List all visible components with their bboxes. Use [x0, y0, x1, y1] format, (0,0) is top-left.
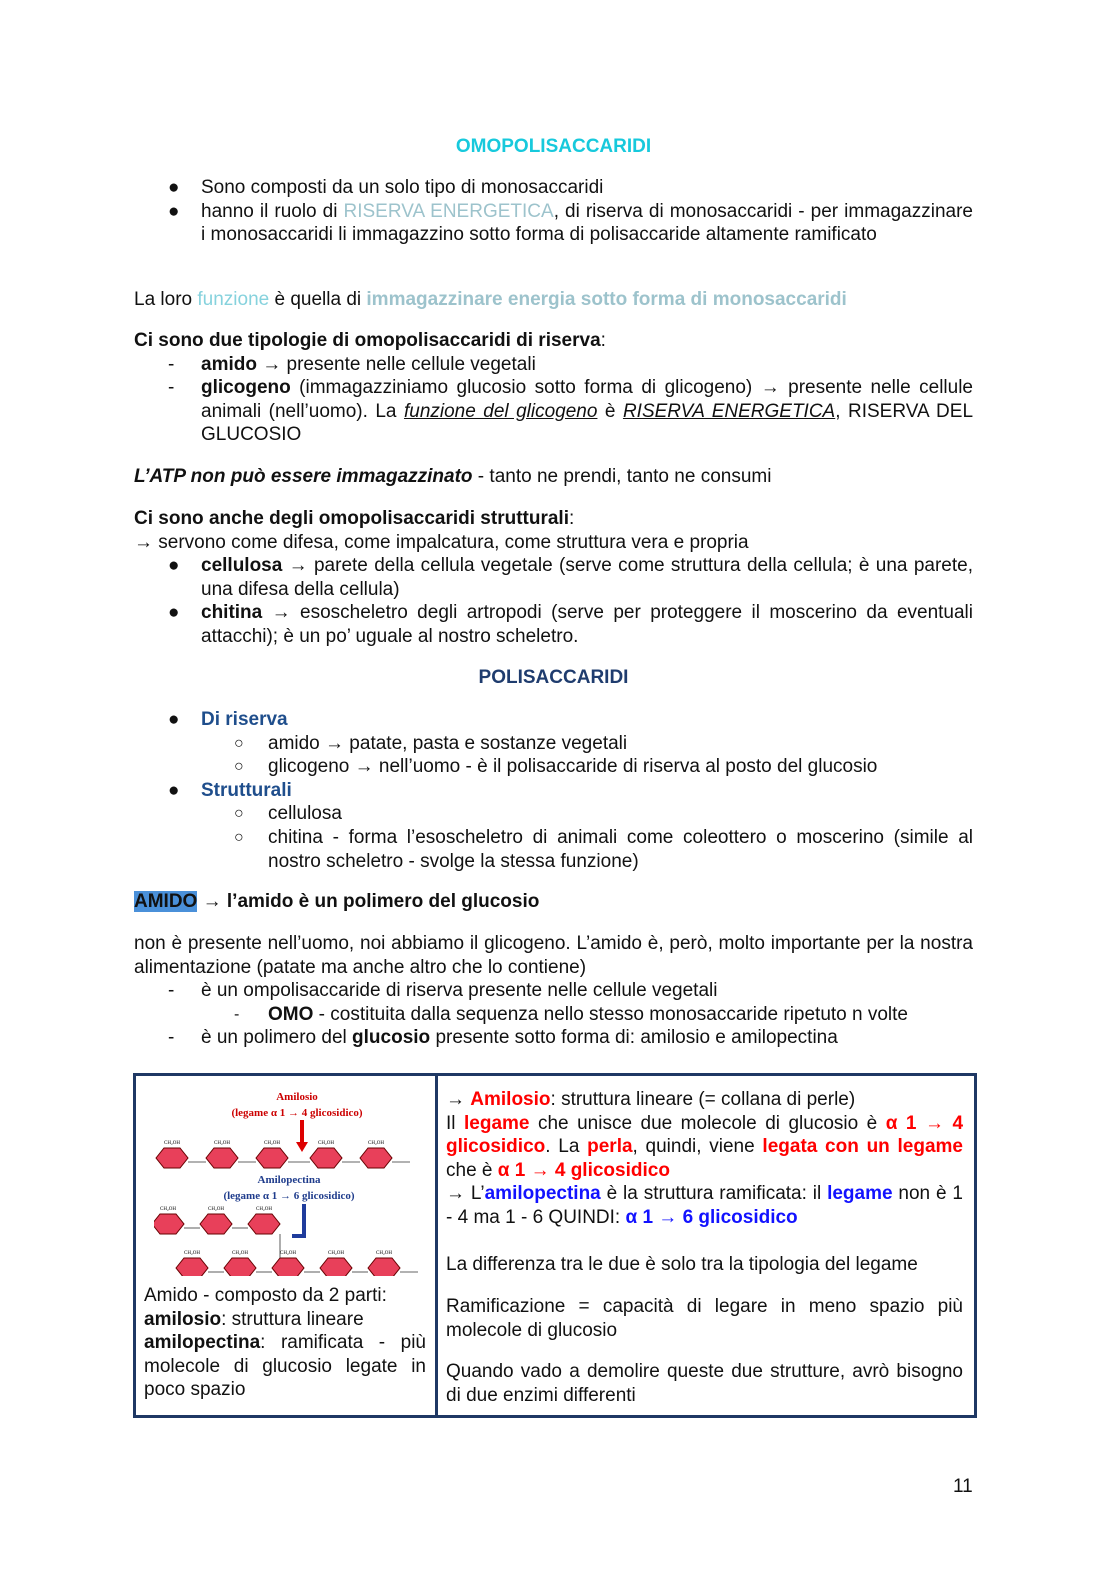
- glucose-ring-icon: [360, 1148, 392, 1168]
- dash-icon: -: [168, 980, 175, 1002]
- text: è un ompolisaccaride di riserva presente nelle cellule vegetali: [201, 980, 718, 1002]
- list-item: [134, 376, 973, 447]
- ch2oh-label: CH₂OH: [214, 1141, 230, 1146]
- list-item: [134, 176, 973, 200]
- term: chitina: [201, 602, 263, 624]
- omo-function: [134, 288, 973, 312]
- amido-heading: [134, 890, 973, 914]
- term: glicogeno: [201, 377, 291, 399]
- paragraph: Quando vado a demolire queste due strutture, avrò bisogno di due enzimi differenti: [446, 1361, 963, 1406]
- ch2oh-label: CH₂OH: [368, 1141, 384, 1146]
- text: che è: [446, 1159, 498, 1181]
- text: funzione del glicogeno: [403, 400, 598, 422]
- page-number: 11: [953, 1476, 973, 1497]
- term: legata con un legame: [762, 1136, 963, 1158]
- circle-bullet-icon: ○: [234, 805, 244, 823]
- paragraph: non è presente nell’uomo, noi abbiamo il glicogeno. L’amido è, però, molto importante per la nostra alimentazione (patate ma anche altro che lo contiene): [134, 933, 973, 978]
- text: , RISERVA DEL GLUCOSIO: [201, 400, 974, 446]
- list-item: [134, 779, 973, 803]
- text: non è 1 - 4 ma 1 - 6 QUINDI:: [446, 1183, 963, 1228]
- table-divider: [435, 1076, 438, 1415]
- ch2oh-label: CH₂OH: [232, 1251, 248, 1256]
- term: α 1 → 6 glicosidico: [625, 1206, 798, 1228]
- ch2oh-label: CH₂OH: [376, 1251, 392, 1256]
- text: presente sotto forma di: amilosio e amilopectina: [430, 1027, 838, 1049]
- list-item: [134, 826, 973, 873]
- text: L’ATP non può essere immagazzinato: [134, 466, 473, 487]
- text: :: [600, 330, 606, 351]
- glucose-ring-icon: [368, 1258, 400, 1276]
- text: : struttura lineare: [221, 1308, 364, 1330]
- text: , di riserva di monosaccaridi - per immagazzinare i monosaccaridi li immagazzino sotto forma di polisaccaride altamente ramificato: [201, 200, 973, 246]
- text: → l’amido è un polimero del glucosio: [197, 891, 540, 912]
- text: La loro: [134, 289, 198, 310]
- text: cellulosa: [268, 803, 342, 825]
- heading-polisaccaridi: POLISACCARIDI: [478, 667, 629, 688]
- glucose-ring-icon: [248, 1214, 280, 1234]
- term: perla: [587, 1136, 633, 1158]
- group-label: Di riserva: [201, 709, 288, 730]
- bullet-icon: ●: [168, 177, 180, 198]
- term: α 1 → 4 glicosidico: [497, 1159, 670, 1181]
- atp-note: [134, 465, 973, 489]
- text: è: [597, 400, 623, 422]
- text: glicogeno → nell’uomo - è il polisaccaride di riserva al posto del glucosio: [268, 756, 878, 778]
- circle-bullet-icon: ○: [234, 828, 244, 846]
- ch2oh-label: CH₂OH: [264, 1141, 280, 1146]
- ch2oh-label: CH₂OH: [184, 1251, 200, 1256]
- text: è un polimero del: [201, 1027, 353, 1049]
- text: - costituita dalla sequenza nello stesso monosaccaride ripetuto n volte: [313, 1003, 909, 1025]
- ch2oh-label: CH₂OH: [208, 1207, 224, 1212]
- bullet-icon: ●: [168, 779, 180, 801]
- omo-bullets: [134, 176, 973, 247]
- dash-icon: -: [168, 377, 175, 399]
- left-cell-text: [144, 1284, 426, 1402]
- text: →: [446, 1089, 471, 1110]
- riserva-section: [134, 329, 973, 447]
- right-cell-text: [446, 1088, 963, 1408]
- text: → parete della cellula vegetale (serve come struttura della cellula; è una parete, una difesa della cellula): [201, 555, 973, 600]
- list-item: [134, 200, 973, 247]
- text: : ramificata - più molecole di glucosio legate in poco spazio: [144, 1332, 426, 1401]
- text: amido → patate, pasta e sostanze vegetali: [268, 732, 628, 754]
- text: Amido - composto da 2 parti:: [144, 1285, 387, 1306]
- diagram-label-amilosio: Amilosio: [276, 1091, 318, 1103]
- heading-omopolisaccaridi: OMOPOLISACCARIDI: [455, 136, 652, 157]
- highlight-text: funzione: [197, 289, 270, 310]
- glucose-ring-icon: [156, 1148, 188, 1168]
- glucose-ring-icon: [310, 1148, 342, 1168]
- text: Sono composti da un solo tipo di monosaccaridi: [201, 177, 604, 198]
- glucose-ring-icon: [154, 1214, 184, 1234]
- bullet-icon: ●: [168, 200, 180, 222]
- text: → esoscheletro degli artropodi (serve per proteggere il moscerino da eventuali attacchi); è un po’ uguale al nostro scheletro.: [201, 602, 973, 647]
- glucose-ring-icon: [272, 1258, 304, 1276]
- term: OMO: [268, 1003, 314, 1025]
- paragraph: La differenza tra le due è solo tra la tipologia del legame: [446, 1253, 918, 1275]
- term: amilopectina: [144, 1332, 261, 1354]
- ch2oh-label: CH₂OH: [160, 1207, 176, 1212]
- term: amilopectina: [484, 1183, 601, 1205]
- ch2oh-label: CH₂OH: [280, 1251, 296, 1256]
- text: :: [568, 508, 575, 529]
- list-item: [134, 601, 973, 648]
- list-item: [134, 708, 973, 732]
- bullet-icon: ●: [168, 602, 180, 624]
- text: (immagazziniamo glucosio sotto forma di glicogeno) → presente nelle cellule animali (nell’uomo). La: [201, 377, 973, 422]
- term: cellulosa: [201, 555, 283, 577]
- strutturali-section: [134, 507, 973, 649]
- text: - tanto ne prendi, tanto ne consumi: [472, 466, 772, 487]
- glucose-ring-icon: [320, 1258, 352, 1276]
- arrow-icon: [292, 1204, 304, 1236]
- text: Il: [446, 1112, 464, 1134]
- list-item: [134, 1026, 973, 1050]
- diagram-label-amilopectina: Amilopectina: [257, 1174, 321, 1186]
- text: hanno il ruolo di: [201, 200, 344, 222]
- subheading: Ci sono due tipologie di omopolisaccaridi di riserva: [134, 330, 601, 351]
- paragraph: Ramificazione = capacità di legare in meno spazio più molecole di glucosio: [446, 1296, 963, 1341]
- term: legame: [827, 1183, 893, 1205]
- circle-bullet-icon: ○: [234, 758, 244, 776]
- list-item: [134, 979, 973, 1003]
- list-item: [134, 802, 973, 826]
- text: RISERVA ENERGETICA: [622, 400, 836, 422]
- diagram-label-bond-16: (legame α 1 → 6 glicosidico): [223, 1190, 355, 1202]
- term: amido: [201, 353, 257, 375]
- highlight-text: immagazzinare energia sotto forma di monosaccaridi: [366, 289, 847, 310]
- starch-structure-diagram: [154, 1086, 424, 1276]
- text: che unisce due molecole di glucosio è: [529, 1112, 886, 1134]
- diagram-label-bond-14: (legame α 1 → 4 glicosidico): [231, 1107, 363, 1119]
- text: è la struttura ramificata: il: [600, 1183, 828, 1205]
- term: Amilosio: [470, 1089, 551, 1110]
- list-item: [134, 1003, 973, 1027]
- circle-bullet-icon: ○: [234, 734, 244, 752]
- dash-icon: -: [168, 353, 175, 375]
- ch2oh-label: CH₂OH: [328, 1251, 344, 1256]
- text: è quella di: [269, 289, 367, 310]
- glucose-ring-icon: [224, 1258, 256, 1276]
- ch2oh-label: CH₂OH: [318, 1141, 334, 1146]
- term: glucosio: [352, 1027, 431, 1049]
- text: → L’: [446, 1183, 485, 1205]
- highlight-tag: AMIDO: [134, 891, 198, 912]
- glucose-ring-icon: [206, 1148, 238, 1168]
- glucose-ring-icon: [256, 1148, 288, 1168]
- ch2oh-label: CH₂OH: [164, 1141, 180, 1146]
- text: . La: [545, 1136, 588, 1158]
- text: chitina - forma l’esoscheletro di animali come coleottero o moscerino (simile al nostro scheletro - svolge la stessa funzione): [268, 826, 973, 872]
- text: , quindi, viene: [632, 1136, 763, 1158]
- dash-icon: -: [234, 1005, 240, 1023]
- bullet-icon: ●: [168, 555, 180, 577]
- bullet-icon: ●: [168, 709, 180, 730]
- arrow-head-icon: [296, 1142, 308, 1152]
- dash-icon: -: [168, 1027, 175, 1049]
- highlight-text: RISERVA ENERGETICA: [343, 200, 554, 222]
- ch2oh-label: CH₂OH: [256, 1207, 272, 1212]
- group-label: Strutturali: [201, 779, 292, 801]
- term: α 1 → 4 glicosidico: [446, 1112, 964, 1158]
- list-item: [134, 353, 973, 377]
- text: : struttura lineare (= collana di perle): [550, 1089, 856, 1110]
- amido-section: [134, 932, 973, 1050]
- list-item: [134, 732, 973, 756]
- glucose-ring-icon: [200, 1214, 232, 1234]
- term: amilosio: [144, 1308, 222, 1330]
- poli-list: [134, 708, 973, 873]
- list-item: [134, 554, 973, 601]
- amido-table: [133, 1073, 977, 1418]
- list-item: [134, 755, 973, 779]
- text: → presente nelle cellule vegetali: [256, 353, 536, 375]
- glucose-ring-icon: [176, 1258, 208, 1276]
- term: legame: [464, 1112, 530, 1134]
- text: → servono come difesa, come impalcatura, come struttura vera e propria: [134, 531, 749, 553]
- subheading: Ci sono anche degli omopolisaccaridi strutturali: [134, 508, 569, 529]
